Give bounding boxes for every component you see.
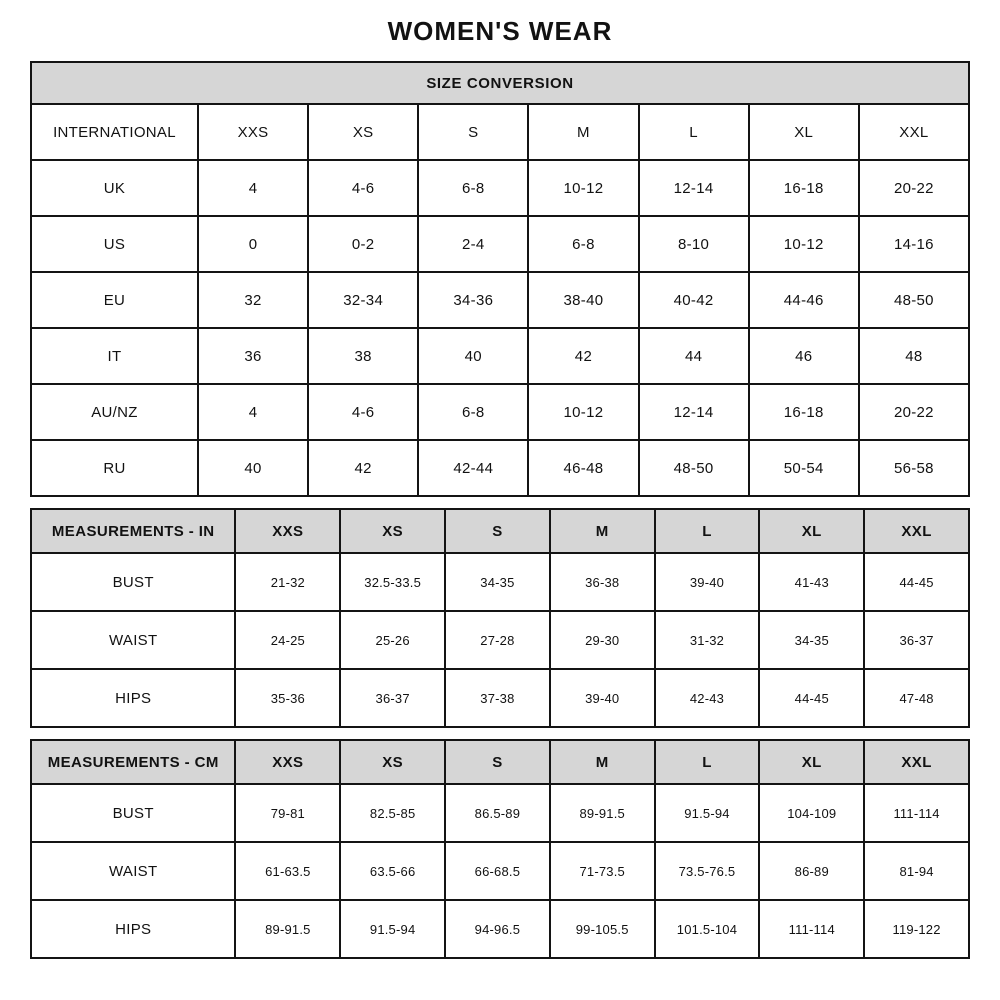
value-cell: 39-40 — [550, 669, 655, 727]
col-header-l: L — [655, 740, 760, 784]
table-row-waist — [31, 842, 969, 900]
value-cell: 38 — [308, 328, 418, 384]
size-conversion-title: SIZE CONVERSION — [31, 62, 969, 104]
table-row-it — [31, 328, 969, 384]
table-header-row — [31, 62, 969, 104]
value-cell: 42 — [528, 328, 638, 384]
value-cell: 50-54 — [749, 440, 859, 496]
value-cell: 42-43 — [655, 669, 760, 727]
value-cell: 46 — [749, 328, 859, 384]
measurements-in-table — [30, 508, 970, 728]
value-cell: 111-114 — [864, 784, 969, 842]
value-cell: 4 — [198, 384, 308, 440]
value-cell: 20-22 — [859, 384, 969, 440]
value-cell: 66-68.5 — [445, 842, 550, 900]
value-cell: 38-40 — [528, 272, 638, 328]
row-label-cell: WAIST — [31, 611, 235, 669]
value-cell: 20-22 — [859, 160, 969, 216]
value-cell: 12-14 — [639, 160, 749, 216]
value-cell: 2-4 — [418, 216, 528, 272]
value-cell: 81-94 — [864, 842, 969, 900]
table-row-us — [31, 216, 969, 272]
value-cell: 91.5-94 — [655, 784, 760, 842]
value-cell: 8-10 — [639, 216, 749, 272]
value-cell: 24-25 — [235, 611, 340, 669]
col-header-xl: XL — [759, 740, 864, 784]
value-cell: 40 — [198, 440, 308, 496]
value-cell: 10-12 — [528, 384, 638, 440]
value-cell: 27-28 — [445, 611, 550, 669]
value-cell: 4-6 — [308, 160, 418, 216]
value-cell: 61-63.5 — [235, 842, 340, 900]
col-header-xxl: XXL — [864, 509, 969, 553]
value-cell: 10-12 — [749, 216, 859, 272]
value-cell: 31-32 — [655, 611, 760, 669]
table-row-bust — [31, 553, 969, 611]
col-header-xl: XL — [759, 509, 864, 553]
value-cell: 36-37 — [340, 669, 445, 727]
table-row-ru — [31, 440, 969, 496]
col-header-xs: XS — [308, 104, 418, 160]
col-header-xxs: XXS — [235, 509, 340, 553]
value-cell: 46-48 — [528, 440, 638, 496]
value-cell: 34-35 — [759, 611, 864, 669]
table-header-row — [31, 509, 969, 553]
value-cell: 89-91.5 — [235, 900, 340, 958]
value-cell: 48 — [859, 328, 969, 384]
value-cell: 4 — [198, 160, 308, 216]
table-row-eu — [31, 272, 969, 328]
value-cell: 6-8 — [418, 160, 528, 216]
row-label-cell: WAIST — [31, 842, 235, 900]
table-row-hips — [31, 669, 969, 727]
value-cell: 99-105.5 — [550, 900, 655, 958]
value-cell: 40-42 — [639, 272, 749, 328]
value-cell: 104-109 — [759, 784, 864, 842]
value-cell: 4-6 — [308, 384, 418, 440]
value-cell: 32 — [198, 272, 308, 328]
value-cell: 41-43 — [759, 553, 864, 611]
table-header-row — [31, 740, 969, 784]
value-cell: 71-73.5 — [550, 842, 655, 900]
row-label-cell: EU — [31, 272, 198, 328]
value-cell: 14-16 — [859, 216, 969, 272]
value-cell: 101.5-104 — [655, 900, 760, 958]
value-cell: 73.5-76.5 — [655, 842, 760, 900]
value-cell: 36-38 — [550, 553, 655, 611]
page-title: WOMEN'S WEAR — [387, 16, 613, 46]
value-cell: 48-50 — [639, 440, 749, 496]
value-cell: 86.5-89 — [445, 784, 550, 842]
size-conversion-table — [30, 61, 970, 497]
value-cell: 86-89 — [759, 842, 864, 900]
col-header-l: L — [655, 509, 760, 553]
value-cell: 29-30 — [550, 611, 655, 669]
col-header-s: S — [445, 740, 550, 784]
value-cell: 36 — [198, 328, 308, 384]
col-header-m: M — [550, 509, 655, 553]
col-header-s: S — [445, 509, 550, 553]
value-cell: 91.5-94 — [340, 900, 445, 958]
value-cell: 0-2 — [308, 216, 418, 272]
value-cell: 39-40 — [655, 553, 760, 611]
row-label-cell: HIPS — [31, 900, 235, 958]
value-cell: 37-38 — [445, 669, 550, 727]
value-cell: 44 — [639, 328, 749, 384]
value-cell: 94-96.5 — [445, 900, 550, 958]
row-label-cell: US — [31, 216, 198, 272]
value-cell: 12-14 — [639, 384, 749, 440]
col-header-xs: XS — [340, 509, 445, 553]
row-label-cell: IT — [31, 328, 198, 384]
table-row-aunz — [31, 384, 969, 440]
col-header-xxs: XXS — [198, 104, 308, 160]
col-header-xxl: XXL — [864, 740, 969, 784]
measurements-cm-table — [30, 739, 970, 959]
col-header-xxl: XXL — [859, 104, 969, 160]
table-row-hips — [31, 900, 969, 958]
value-cell: 82.5-85 — [340, 784, 445, 842]
value-cell: 79-81 — [235, 784, 340, 842]
row-label-cell: RU — [31, 440, 198, 496]
value-cell: 44-45 — [864, 553, 969, 611]
value-cell: 40 — [418, 328, 528, 384]
col-header-m: M — [550, 740, 655, 784]
row-label-cell: AU/NZ — [31, 384, 198, 440]
value-cell: 36-37 — [864, 611, 969, 669]
value-cell: 25-26 — [340, 611, 445, 669]
value-cell: 63.5-66 — [340, 842, 445, 900]
col-header-xs: XS — [340, 740, 445, 784]
value-cell: 34-35 — [445, 553, 550, 611]
value-cell: 119-122 — [864, 900, 969, 958]
value-cell: 42-44 — [418, 440, 528, 496]
value-cell: 0 — [198, 216, 308, 272]
value-cell: 48-50 — [859, 272, 969, 328]
col-header-m: M — [528, 104, 638, 160]
value-cell: 35-36 — [235, 669, 340, 727]
measurements-in-title: MEASUREMENTS - IN — [31, 509, 235, 553]
value-cell: 56-58 — [859, 440, 969, 496]
col-header-international: INTERNATIONAL — [31, 104, 198, 160]
value-cell: 6-8 — [528, 216, 638, 272]
table-row-bust — [31, 784, 969, 842]
measurements-cm-title: MEASUREMENTS - CM — [31, 740, 235, 784]
col-header-xl: XL — [749, 104, 859, 160]
row-label-cell: HIPS — [31, 669, 235, 727]
column-header-row — [31, 104, 969, 160]
value-cell: 16-18 — [749, 160, 859, 216]
value-cell: 16-18 — [749, 384, 859, 440]
value-cell: 10-12 — [528, 160, 638, 216]
value-cell: 6-8 — [418, 384, 528, 440]
col-header-l: L — [639, 104, 749, 160]
value-cell: 111-114 — [759, 900, 864, 958]
value-cell: 32-34 — [308, 272, 418, 328]
table-row-uk — [31, 160, 969, 216]
value-cell: 47-48 — [864, 669, 969, 727]
value-cell: 34-36 — [418, 272, 528, 328]
col-header-s: S — [418, 104, 528, 160]
row-label-cell: BUST — [31, 553, 235, 611]
value-cell: 89-91.5 — [550, 784, 655, 842]
value-cell: 44-46 — [749, 272, 859, 328]
value-cell: 21-32 — [235, 553, 340, 611]
row-label-cell: UK — [31, 160, 198, 216]
table-row-waist — [31, 611, 969, 669]
value-cell: 32.5-33.5 — [340, 553, 445, 611]
col-header-xxs: XXS — [235, 740, 340, 784]
value-cell: 42 — [308, 440, 418, 496]
value-cell: 44-45 — [759, 669, 864, 727]
row-label-cell: BUST — [31, 784, 235, 842]
